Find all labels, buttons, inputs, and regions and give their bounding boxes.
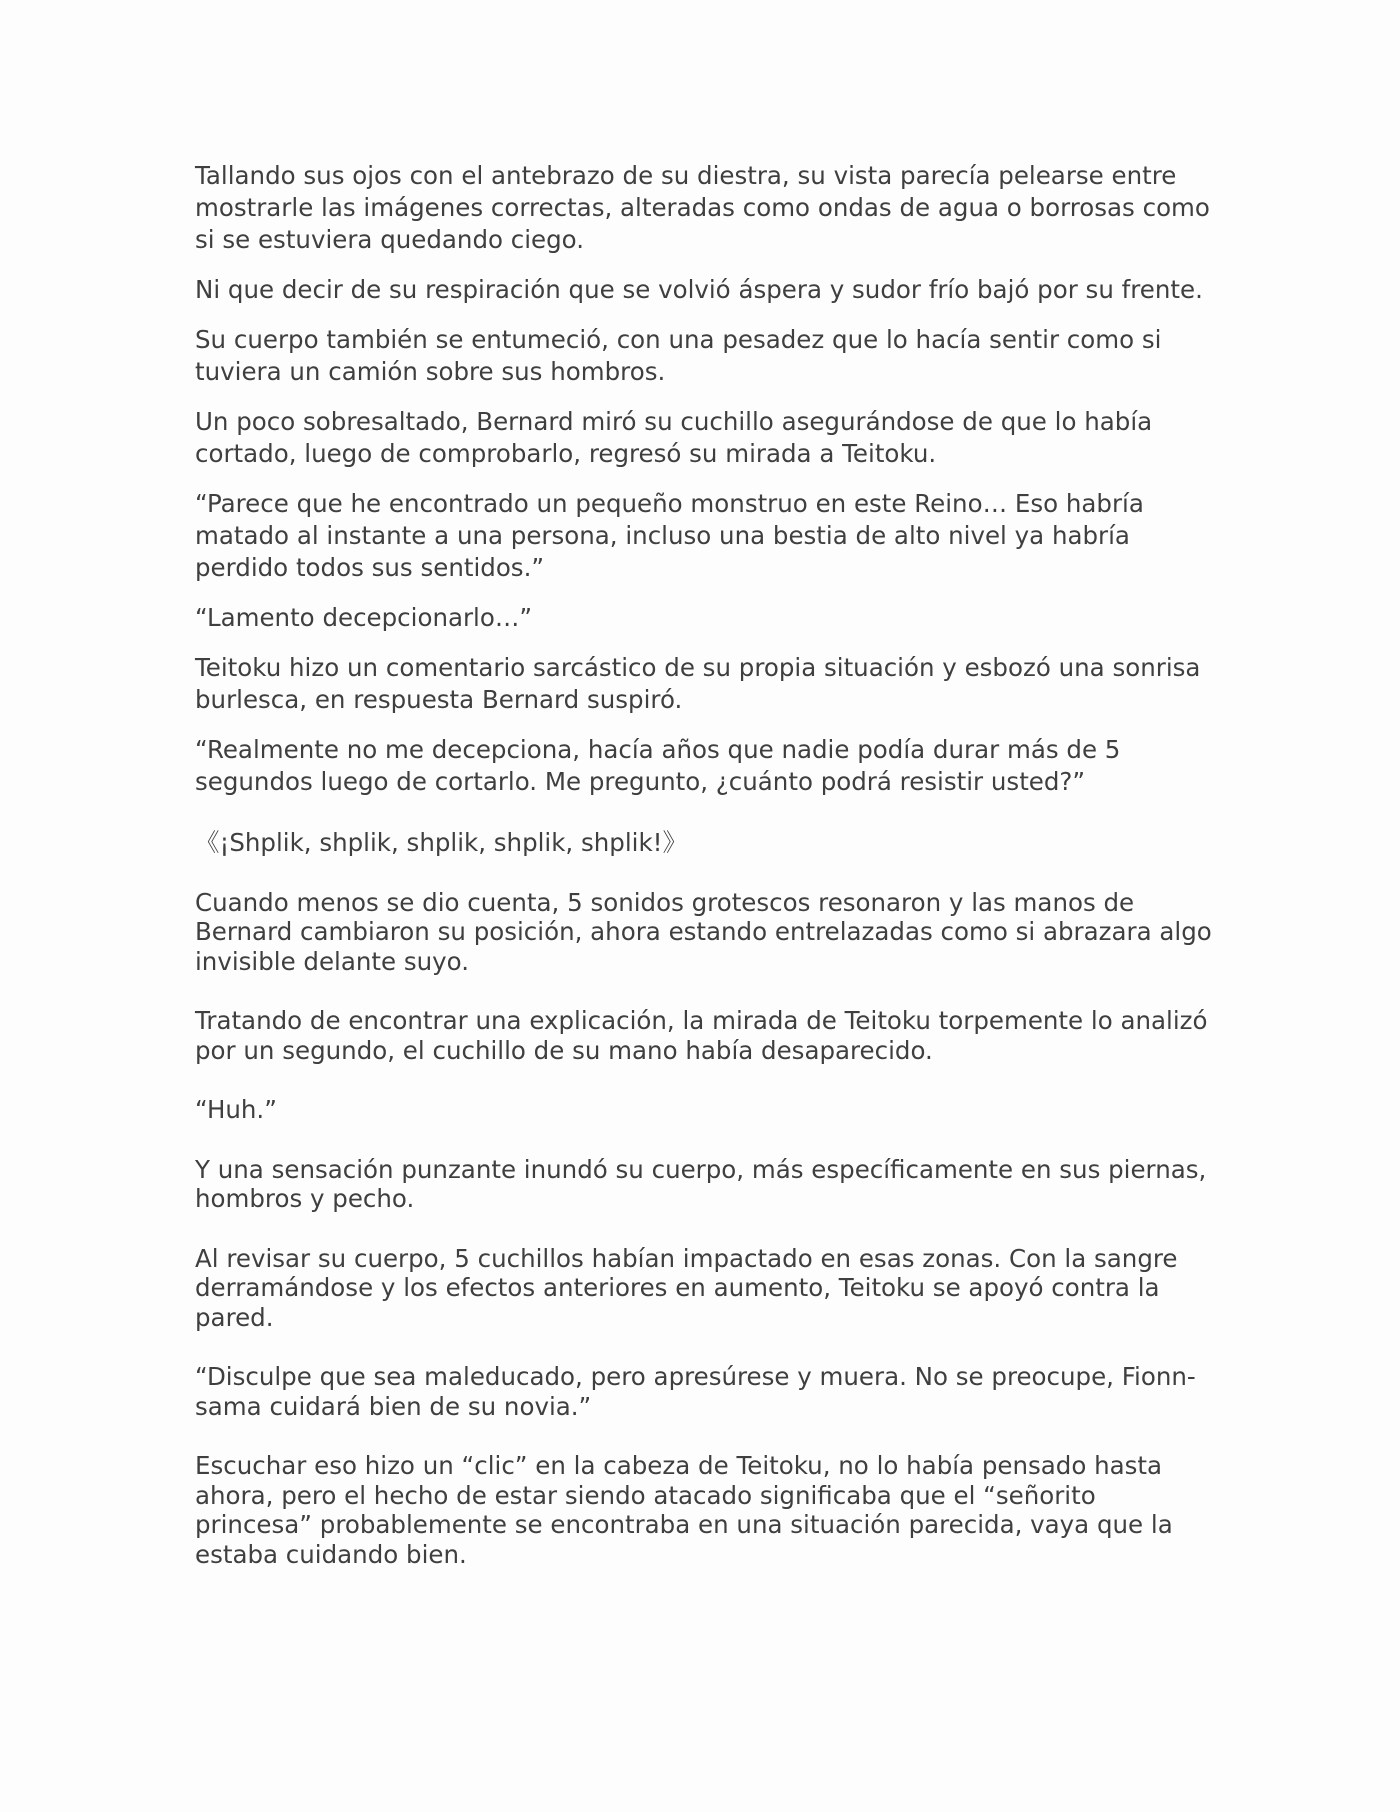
paragraph-10: Cuando menos se dio cuenta, 5 sonidos grotescos resonaron y las manos de Bernard cambiaron su posición, ahora estando entrelazadas como si abrazara algo invisible delante suyo. bbox=[195, 887, 1212, 976]
paragraph-12: “Huh.” bbox=[195, 1095, 277, 1124]
paragraph-8: “Realmente no me decepciona, hacía años que nadie podía durar más de 5 segundos luego de cortarlo. Me pregunto, ¿cuánto podrá resistir usted?” bbox=[195, 735, 1121, 796]
paragraph-6: “Lamento decepcionarlo…” bbox=[195, 603, 533, 632]
document-body bbox=[195, 160, 1215, 1587]
paragraph-2: Ni que decir de su respiración que se volvió áspera y sudor frío bajó por su frente. bbox=[195, 275, 1203, 304]
paragraph-9: 《¡Shplik, shplik, shplik, shplik, shplik!》 bbox=[195, 828, 687, 857]
paragraph-7: Teitoku hizo un comentario sarcástico de su propia situación y esbozó una sonrisa burlesca, en respuesta Bernard suspiró. bbox=[195, 653, 1201, 714]
paragraph-1: Tallando sus ojos con el antebrazo de su diestra, su vista parecía pelearse entre mostrarle las imágenes correctas, alteradas como ondas de agua o borrosas como si se estuviera quedando ciego. bbox=[195, 161, 1210, 254]
paragraph-11: Tratando de encontrar una explicación, la mirada de Teitoku torpemente lo analizó por un segundo, el cuchillo de su mano había desaparecido. bbox=[195, 1006, 1208, 1065]
paragraph-13: Y una sensación punzante inundó su cuerpo, más específicamente en sus piernas, hombros y pecho. bbox=[195, 1154, 1207, 1213]
paragraph-14: Al revisar su cuerpo, 5 cuchillos habían impactado en esas zonas. Con la sangre derramándose y los efectos anteriores en aumento, Teitoku se apoyó contra la pared. bbox=[195, 1243, 1178, 1332]
paragraph-5: “Parece que he encontrado un pequeño monstruo en este Reino… Eso habría matado al instante a una persona, incluso una bestia de alto nivel ya habría perdido todos sus sentidos.” bbox=[195, 489, 1144, 582]
paragraph-4: Un poco sobresaltado, Bernard miró su cuchillo asegurándose de que lo había cortado, luego de comprobarlo, regresó su mirada a Teitoku. bbox=[195, 407, 1153, 468]
paragraph-3: Su cuerpo también se entumeció, con una pesadez que lo hacía sentir como si tuviera un camión sobre sus hombros. bbox=[195, 325, 1162, 386]
paragraph-16: Escuchar eso hizo un “clic” en la cabeza de Teitoku, no lo había pensado hasta ahora, pero el hecho de estar siendo atacado significaba que el “señorito princesa” probablemente se encontraba en una situación parecida, vaya que la estaba cuidando bien. bbox=[195, 1451, 1173, 1569]
paragraph-15: “Disculpe que sea maleducado, pero apresúrese y muera. No se preocupe, Fionn-sama cuidará bien de su novia.” bbox=[195, 1362, 1196, 1421]
